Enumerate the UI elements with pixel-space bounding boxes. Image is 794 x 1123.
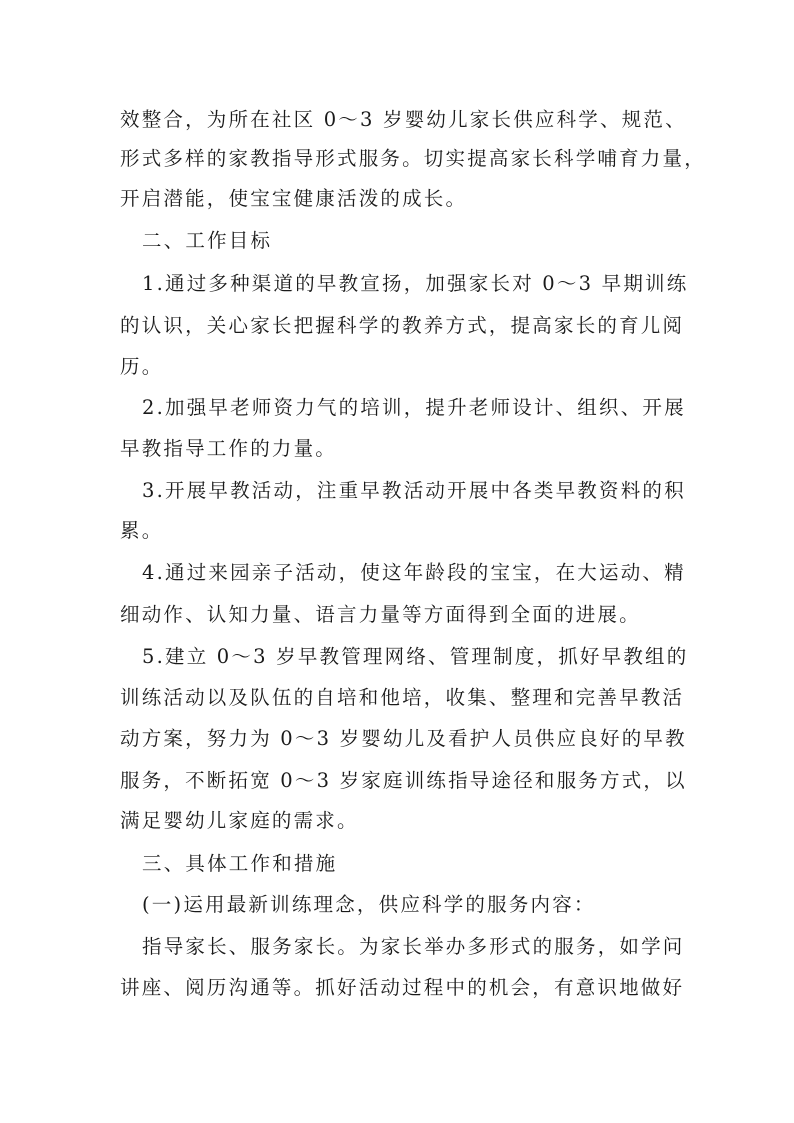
text-line: 早教指导工作的力量。 — [120, 437, 338, 460]
text-line: 训练活动以及队伍的自培和他培，收集、整理和完善早教活 — [120, 686, 685, 709]
subsection-heading: (一)运用最新训练理念，供应科学的服务内容： — [142, 893, 596, 916]
text-line: 历。 — [120, 355, 164, 378]
text-line: 5.建立 0～3 岁早教管理网络、管理制度，抓好早教组的 — [142, 645, 689, 668]
section-heading: 三、具体工作和措施 — [142, 852, 338, 875]
text-line: 4.通过来园亲子活动，使这年龄段的宝宝，在大运动、精 — [142, 561, 686, 584]
text-line: 开启潜能，使宝宝健康活泼的成长。 — [120, 187, 468, 210]
text-line: 累。 — [120, 519, 164, 542]
text-line: 效整合，为所在社区 0～3 岁婴幼儿家长供应科学、规范、 — [120, 108, 687, 131]
text-line: 3.开展早教活动，注重早教活动开展中各类早教资料的积 — [142, 479, 686, 502]
text-line: 满足婴幼儿家庭的需求。 — [120, 809, 359, 832]
text-line: 指导家长、服务家长。为家长举办多形式的服务，如学问 — [142, 935, 685, 958]
text-line: 形式多样的家教指导形式服务。切实提高家长科学哺育力量， — [120, 147, 706, 170]
section-heading: 二、工作目标 — [142, 229, 273, 252]
text-line: 的认识，关心家长把握科学的教养方式，提高家长的育儿阅 — [120, 314, 685, 337]
text-line: 2.加强早老师资力气的培训，提升老师设计、组织、开展 — [142, 396, 686, 419]
text-line: 讲座、阅历沟通等。抓好活动过程中的机会，有意识地做好 — [120, 976, 685, 999]
text-line: 细动作、认知力量、语言力量等方面得到全面的进展。 — [120, 603, 641, 626]
text-line: 1.通过多种渠道的早教宣扬，加强家长对 0～3 早期训练 — [142, 272, 689, 295]
text-line: 服务，不断拓宽 0～3 岁家庭训练指导途径和服务方式，以 — [120, 769, 687, 792]
text-line: 动方案，努力为 0～3 岁婴幼儿及看护人员供应良好的早教 — [120, 727, 687, 750]
